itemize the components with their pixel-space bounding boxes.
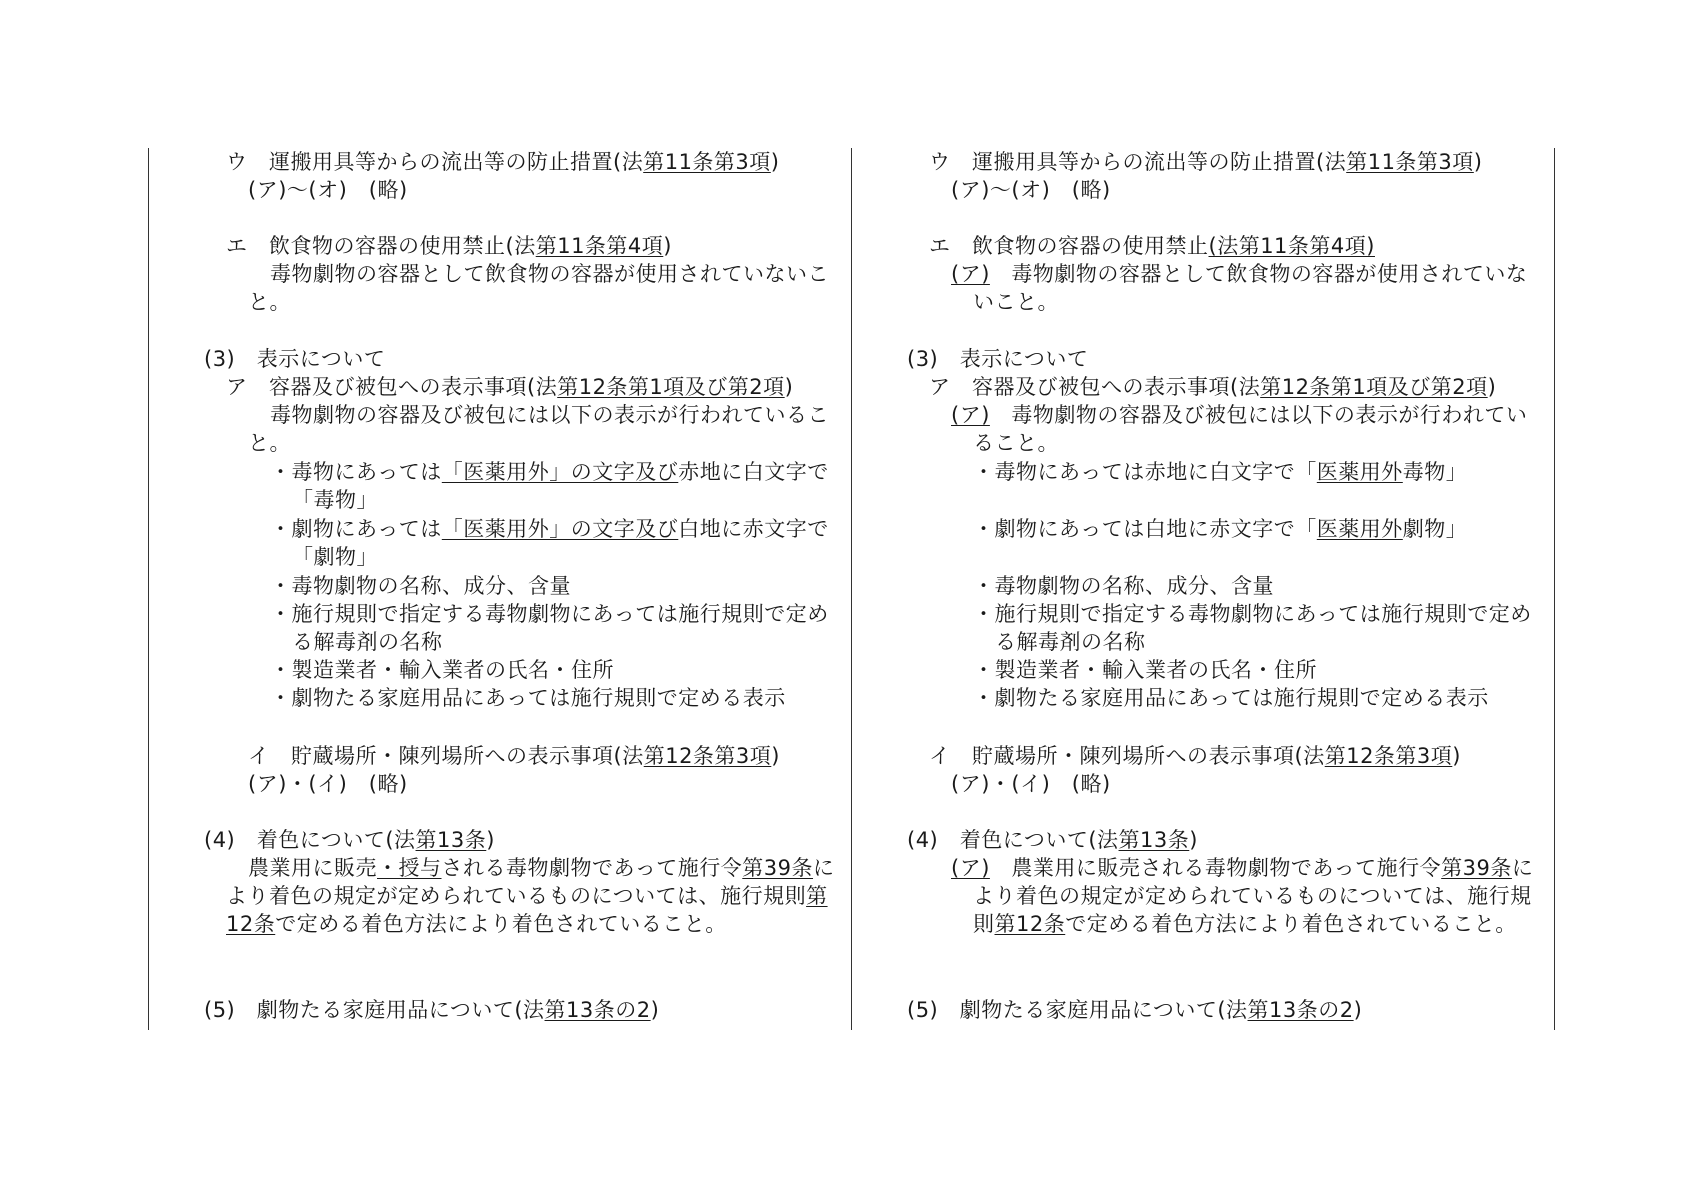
section4-title: (4) 着色について(法第13条) — [204, 828, 495, 852]
left-border-line — [148, 148, 149, 1030]
bullet-deleterious: ・劇物にあっては白地に赤文字で「医薬用外劇物」 — [973, 517, 1468, 541]
bullet-poison: ・毒物にあっては赤地に白文字で「医薬用外毒物」 — [973, 460, 1468, 484]
section4-title: (4) 着色について(法第13条) — [907, 828, 1198, 852]
bullet-deleterious-line1: ・劇物にあっては「医薬用外」の文字及び白地に赤文字で — [270, 517, 829, 541]
bullet-manufacturer: ・製造業者・輸入業者の氏名・住所 — [973, 658, 1317, 682]
a-body-line1: (ア) 毒物劇物の容器及び被包には以下の表示が行われてい — [951, 403, 1528, 427]
section4-body-line2: より着色の規定が定められているものについては、施行規 — [973, 884, 1532, 908]
u-title: ウ 運搬用具等からの流出等の防止措置(法第11条第3項) — [929, 150, 1483, 174]
e-body-line2: いこと。 — [973, 290, 1059, 314]
a-title: ア 容器及び被包への表示事項(法第12条第1項及び第2項) — [929, 375, 1497, 399]
bullet-poison-line1: ・毒物にあっては「医薬用外」の文字及び赤地に白文字で — [270, 460, 829, 484]
i-subitems: (ア)・(イ) (略) — [951, 772, 1111, 796]
e-body-line1: 毒物劇物の容器として飲食物の容器が使用されていないこ — [270, 262, 829, 286]
section4-body-line1: (ア) 農業用に販売される毒物劇物であって施行令第39条に — [951, 856, 1534, 880]
section3-title: (3) 表示について — [204, 347, 386, 371]
section5-title: (5) 劇物たる家庭用品について(法第13条の2) — [907, 998, 1363, 1022]
section4-body-line3: 則第12条で定める着色方法により着色されていること。 — [973, 912, 1517, 936]
bullet-household: ・劇物たる家庭用品にあっては施行規則で定める表示 — [973, 686, 1489, 710]
u-subitems: (ア)～(オ) (略) — [248, 178, 408, 202]
bullet-manufacturer: ・製造業者・輸入業者の氏名・住所 — [270, 658, 614, 682]
section3-title: (3) 表示について — [907, 347, 1089, 371]
section4-body-line3: 12条で定める着色方法により着色されていること。 — [226, 912, 727, 936]
section4-body-line1: 農業用に販売・授与される毒物劇物であって施行令第39条に — [248, 856, 835, 880]
bullet-antidote-line1: ・施行規則で指定する毒物劇物にあっては施行規則で定め — [270, 602, 829, 626]
e-body-line1: (ア) 毒物劇物の容器として飲食物の容器が使用されていな — [951, 262, 1528, 286]
i-title: イ 貯蔵場所・陳列場所への表示事項(法第12条第3項) — [929, 744, 1461, 768]
right-border-line — [1554, 148, 1555, 1030]
bullet-antidote-line2: る解毒剤の名称 — [292, 630, 443, 654]
section5-title: (5) 劇物たる家庭用品について(法第13条の2) — [204, 998, 660, 1022]
center-divider-line — [851, 148, 852, 1030]
u-title: ウ 運搬用具等からの流出等の防止措置(法第11条第3項) — [226, 150, 780, 174]
bullet-name-ingredients: ・毒物劇物の名称、成分、含量 — [973, 574, 1274, 598]
i-title: イ 貯蔵場所・陳列場所への表示事項(法第12条第3項) — [248, 744, 780, 768]
section4-body-line2: より着色の規定が定められているものについては、施行規則第 — [226, 884, 828, 908]
e-body-line2: と。 — [248, 290, 291, 314]
e-title: エ 飲食物の容器の使用禁止(法第11条第4項) — [226, 234, 672, 258]
e-title: エ 飲食物の容器の使用禁止(法第11条第4項) — [929, 234, 1375, 258]
a-title: ア 容器及び被包への表示事項(法第12条第1項及び第2項) — [226, 375, 794, 399]
bullet-antidote-line1: ・施行規則で指定する毒物劇物にあっては施行規則で定め — [973, 602, 1532, 626]
a-body-line1: 毒物劇物の容器及び被包には以下の表示が行われているこ — [270, 403, 829, 427]
bullet-poison-line2: 「毒物」 — [292, 488, 378, 512]
a-body-line2: と。 — [248, 431, 291, 455]
a-body-line2: ること。 — [973, 431, 1059, 455]
bullet-deleterious-line2: 「劇物」 — [292, 545, 378, 569]
i-subitems: (ア)・(イ) (略) — [248, 772, 408, 796]
bullet-name-ingredients: ・毒物劇物の名称、成分、含量 — [270, 574, 571, 598]
u-subitems: (ア)～(オ) (略) — [951, 178, 1111, 202]
bullet-household: ・劇物たる家庭用品にあっては施行規則で定める表示 — [270, 686, 786, 710]
bullet-antidote-line2: る解毒剤の名称 — [995, 630, 1146, 654]
